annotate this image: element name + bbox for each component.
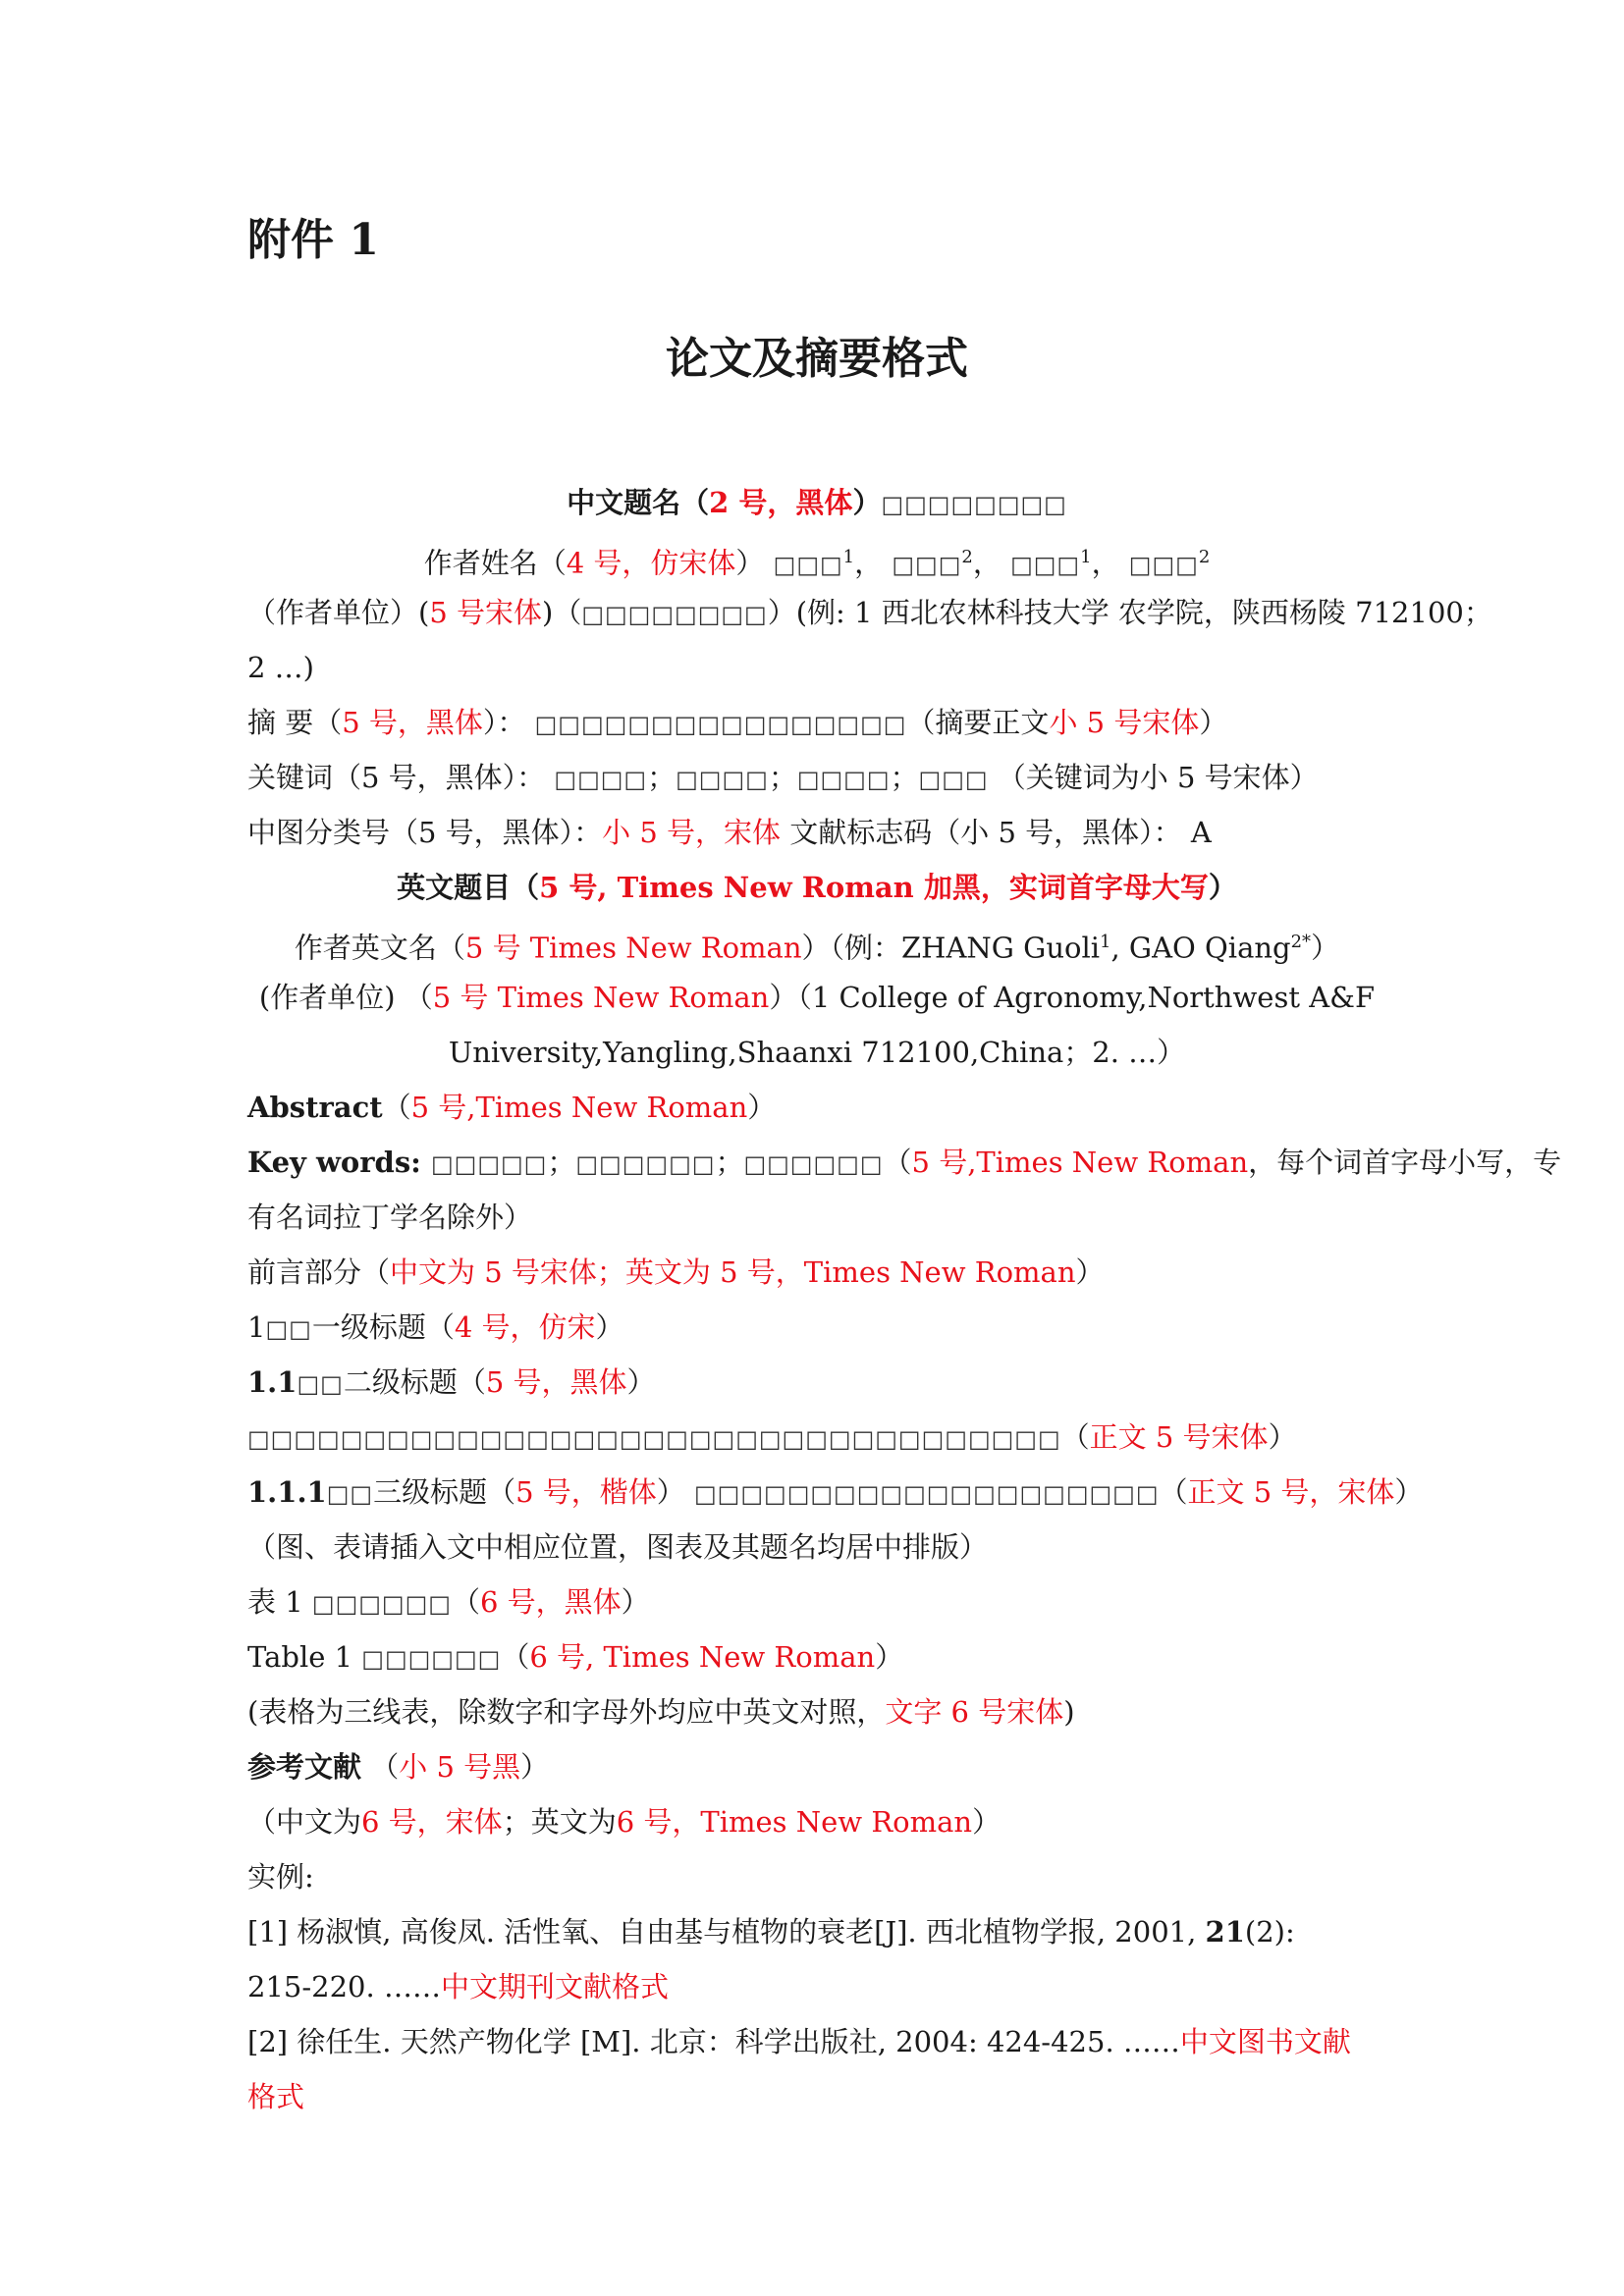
text: （ [883, 1146, 912, 1179]
table-cn-caption-line [247, 1582, 1386, 1624]
reference-2-line [247, 2022, 1386, 2061]
text: （ [1060, 1420, 1090, 1454]
placeholder-text: □□□ [773, 551, 843, 579]
text: （ [1159, 1475, 1188, 1509]
superscript: 2* [1290, 932, 1312, 952]
text: 二级标题（ [343, 1365, 486, 1399]
separator: ； [890, 761, 919, 794]
placeholder-text: □□□□□□□□ [581, 601, 768, 628]
separator: ， [1091, 546, 1120, 580]
keywords-en-line [247, 1143, 1562, 1184]
text: 前言部分（ [247, 1255, 391, 1289]
text: 一级标题（ [311, 1310, 455, 1344]
placeholder-text: □□□□□□ [311, 1590, 452, 1618]
text: ） [1268, 1420, 1297, 1454]
text: （ [382, 1091, 411, 1124]
text: 参考文献 [247, 1750, 362, 1784]
placeholder-text: □□□□□□ [575, 1150, 716, 1178]
text: 表 1 [247, 1585, 312, 1619]
format-note: 中文为 5 号宋体；英文为 5 号，Times New Roman [390, 1255, 1076, 1289]
abstract-en-line [247, 1088, 1386, 1127]
keywords-en-line-cont [247, 1198, 1386, 1237]
format-note: 5 号,Times New Roman [911, 1146, 1249, 1179]
text: （ [501, 1640, 530, 1674]
placeholder-text: □□□ [918, 766, 989, 793]
separator: ， [854, 546, 884, 580]
format-note: 正文 5 号宋体 [1089, 1420, 1269, 1454]
superscript: 1 [1080, 547, 1092, 567]
superscript: 2 [1198, 547, 1211, 567]
format-note: 小 5 号宋体 [1049, 706, 1200, 739]
text: 摘 要（ [247, 706, 343, 739]
affiliation-english-line [247, 978, 1386, 1017]
text: Abstract [247, 1091, 383, 1124]
separator: ， [972, 546, 1001, 580]
placeholder-text: □□ [265, 1315, 312, 1343]
text: University,Yangling,Shaanxi 712100,China；2. …） [448, 1036, 1186, 1069]
format-note: 5 号, Times New Roman 加黑，实词首字母大写 [539, 871, 1209, 904]
text: （作者单位）( [247, 596, 430, 629]
text: ）（例：ZHANG Guoli [801, 931, 1101, 965]
keywords-cn-line [247, 758, 1386, 799]
placeholder-text: □□□□□□□□□□□□□□□□ [534, 711, 907, 738]
placeholder-text: □□□ [892, 551, 962, 579]
text: 2 …) [247, 651, 314, 684]
affiliation-line-cont [247, 648, 1386, 687]
text: ） [656, 1475, 694, 1509]
format-note: 5 号宋体 [429, 596, 542, 629]
text: Table 1 [247, 1640, 362, 1674]
text: 三级标题（ [373, 1475, 516, 1509]
reference-1-line-cont [247, 1967, 1386, 2006]
text: ） [1199, 706, 1228, 739]
placeholder-text: □□□□□□□□□□□□□□□□□□□□ [694, 1480, 1160, 1508]
text: （ [361, 1750, 400, 1784]
text: ）（1 College of Agronomy,Northwest A&F [769, 981, 1376, 1014]
format-note: 格式 [247, 2080, 305, 2113]
text: ）(例: 1 西北农林科技大学 农学院，陕西杨陵 712100； [767, 596, 1492, 629]
text: 中图分类号（5 号，黑体）： [247, 816, 603, 849]
format-note: 4 号，仿宋体 [566, 546, 736, 580]
text: ） [595, 1310, 624, 1344]
text: ） [626, 1365, 656, 1399]
text: )（ [542, 596, 582, 629]
format-note: 中文图书文献 [1179, 2025, 1351, 2058]
heading-level2-line [247, 1362, 1386, 1404]
format-note: 5 号 Times New Roman [432, 981, 770, 1014]
heading-level3-line [247, 1472, 1424, 1514]
volume-number: 21 [1205, 1915, 1245, 1949]
text: 1.1.1 [247, 1475, 327, 1509]
figure-note-line [247, 1527, 1386, 1567]
format-note: 6 号，黑体 [479, 1585, 622, 1619]
format-note: 5 号,Times New Roman [410, 1091, 748, 1124]
placeholder-text: □□□□□□□□□□□□□□□□□□□□□□□□□□□□□□□□□□□ [247, 1425, 1061, 1453]
heading-level1-line [247, 1308, 1386, 1349]
text: (表格为三线表，除数字和字母外均应中英文对照， [247, 1695, 886, 1729]
table-note-line [247, 1692, 1386, 1732]
text: 有名词拉丁学名除外） [247, 1201, 533, 1234]
english-title-line [247, 868, 1386, 907]
text: 作者英文名（ [294, 931, 465, 965]
references-heading-line [247, 1747, 1386, 1787]
format-note: 5 号，黑体 [342, 706, 483, 739]
text: 文献标志码（小 5 号，黑体）： A [781, 816, 1212, 849]
table-en-caption-line [247, 1637, 1386, 1679]
affiliation-line [247, 593, 1492, 634]
text: 英文题目（ [397, 871, 540, 904]
text: ，每个词首字母小写，专 [1248, 1146, 1562, 1179]
text: (2): [1244, 1915, 1295, 1949]
example-label-line [247, 1857, 1386, 1896]
format-note: 小 5 号，宋体 [602, 816, 782, 849]
placeholder-text: □□□ [1128, 551, 1199, 579]
separator: ； [768, 761, 797, 794]
format-note: 5 号，楷体 [515, 1475, 657, 1509]
text: ）： [482, 706, 535, 739]
chinese-title-line [247, 483, 1386, 524]
placeholder-text: □□□□ [796, 766, 891, 793]
text: ） [875, 1640, 904, 1674]
superscript: 1 [1100, 932, 1111, 952]
format-note: 2 号，黑体 [709, 486, 853, 519]
text: (作者单位) （ [258, 981, 433, 1014]
text: 中文题名（ [567, 486, 710, 519]
placeholder-text: □□□□ [554, 766, 648, 793]
format-note: 中文期刊文献格式 [440, 1970, 669, 2003]
placeholder-text: □□□□□□□□ [881, 491, 1067, 518]
format-note: 小 5 号黑 [399, 1750, 521, 1784]
document-title: 论文及摘要格式 [666, 334, 968, 384]
format-note: 6 号, Times New Roman [529, 1640, 876, 1674]
affiliation-english-line-cont [247, 1033, 1386, 1072]
references-format-line [247, 1802, 1386, 1842]
superscript: 1 [842, 547, 855, 567]
text: （ [451, 1585, 480, 1619]
text: 关键词（5 号，黑体）： [247, 761, 555, 794]
text: , GAO Qiang [1110, 931, 1291, 965]
separator: ； [715, 1146, 744, 1179]
text: ） [1075, 1255, 1105, 1289]
text: ） [520, 1750, 550, 1784]
format-note: 6 号，宋体 [361, 1805, 503, 1839]
text: ） [735, 546, 765, 580]
placeholder-text: □□□□□□ [361, 1645, 502, 1673]
author-english-line [247, 923, 1386, 968]
separator: ； [647, 761, 677, 794]
text: ） [1208, 871, 1237, 904]
placeholder-text: □□□□ [676, 766, 769, 793]
classification-line [247, 813, 1386, 852]
text: ；英文为 [502, 1805, 617, 1839]
text: ） [621, 1585, 650, 1619]
text: ） [852, 486, 882, 519]
text: ） [1311, 931, 1340, 965]
separator: ； [547, 1146, 576, 1179]
placeholder-text: □□□ [1010, 551, 1081, 579]
text: 1.1 [247, 1365, 298, 1399]
text: [1] 杨淑慎, 高俊凤. 活性氧、自由基与植物的衰老[J]. 西北植物学报, 2001, [247, 1915, 1206, 1949]
text: 作者姓名（ [423, 546, 567, 580]
placeholder-text: □□ [326, 1480, 374, 1508]
text: ） [1394, 1475, 1424, 1509]
format-note: 5 号，黑体 [485, 1365, 627, 1399]
format-note: 文字 6 号宋体 [885, 1695, 1064, 1729]
superscript: 2 [961, 547, 973, 567]
reference-1-line [247, 1912, 1386, 1951]
text: （摘要正文 [906, 706, 1050, 739]
format-note: 6 号，Times New Roman [616, 1805, 973, 1839]
text: （关键词为小 5 号宋体） [988, 761, 1319, 794]
placeholder-text: □□□□□ [430, 1150, 548, 1178]
text: 215-220. …… [247, 1970, 441, 2003]
text: 实例: [247, 1860, 314, 1894]
attachment-label: 附件 1 [247, 215, 379, 265]
preface-line [247, 1253, 1386, 1292]
text: ） [747, 1091, 777, 1124]
abstract-cn-line [247, 703, 1386, 744]
reference-2-line-cont [247, 2077, 1386, 2116]
text: [2] 徐任生. 天然产物化学 [M]. 北京：科学出版社, 2004: 424-425. …… [247, 2025, 1180, 2058]
text: Key words: [247, 1146, 431, 1179]
text: ） [972, 1805, 1001, 1839]
author-name-line [247, 538, 1386, 585]
text: （中文为 [247, 1805, 362, 1839]
format-note: 5 号 Times New Roman [464, 931, 802, 965]
format-note: 正文 5 号，宋体 [1187, 1475, 1395, 1509]
placeholder-text: □□□□□□ [743, 1150, 884, 1178]
format-note: 4 号，仿宋 [454, 1310, 596, 1344]
text: （图、表请插入文中相应位置，图表及其题名均居中排版） [247, 1530, 989, 1564]
text: ) [1063, 1695, 1075, 1729]
body-text-line [247, 1417, 1386, 1459]
placeholder-text: □□ [297, 1370, 344, 1398]
text: 1 [247, 1310, 266, 1344]
